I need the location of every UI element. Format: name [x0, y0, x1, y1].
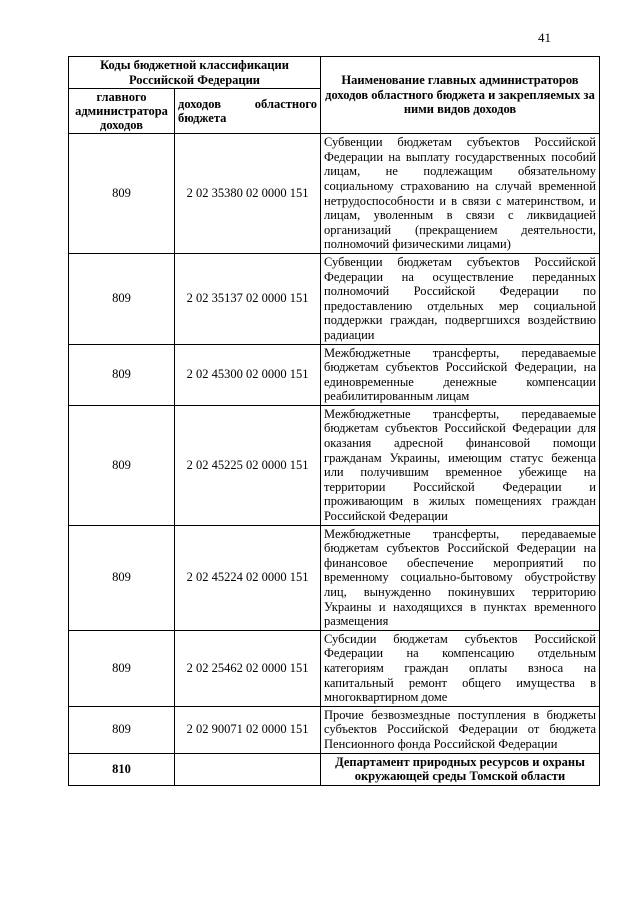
income-column-header: доходов областного бюджета: [175, 89, 321, 134]
admin-code-cell: 809: [69, 134, 175, 254]
income-name-cell: Субвенции бюджетам субъектов Российской Федерации на выплату государственных пособий лицам, не подлежащим обязательному социальному страхованию на случай временной нетрудоспособности и в связи с материнством, и лицам, уволенным в связи с ликвидацией организаций (прекращением деятельности, полномочий физическими лицами): [321, 134, 600, 254]
table-header-row: [69, 57, 600, 89]
income-code-cell: 2 02 45224 02 0000 151: [175, 525, 321, 630]
income-code-cell: 2 02 90071 02 0000 151: [175, 706, 321, 753]
income-code-cell: 2 02 35137 02 0000 151: [175, 253, 321, 344]
admin-code-cell: 809: [69, 253, 175, 344]
income-name-cell: Межбюджетные трансферты, передаваемые бюджетам субъектов Российской Федерации, на единовременные денежные компенсации реабилитированным лицам: [321, 344, 600, 405]
table-row: [69, 405, 600, 525]
income-name-cell: Межбюджетные трансферты, передаваемые бюджетам субъектов Российской Федерации на финансовое обеспечение мероприятий по временному социально-бытовому обустройству лиц, вынужденно покинувших территорию Украины и находящихся в пунктах временного размещения: [321, 525, 600, 630]
income-code-cell: 2 02 25462 02 0000 151: [175, 630, 321, 706]
income-name-cell: Межбюджетные трансферты, передаваемые бюджетам субъектов Российской Федерации для оказания адресной финансовой помощи гражданам Украины, имеющим статус беженца или получившим временное убежище на территории Российской Федерации и проживающим в жилых помещениях граждан Российской Федерации: [321, 405, 600, 525]
codes-group-header: Коды бюджетной классификации Российской Федерации: [69, 57, 321, 89]
income-name-cell: Прочие безвозмездные поступления в бюджеты субъектов Российской Федерации от бюджета Пенсионного фонда Российской Федерации: [321, 706, 600, 753]
income-name-cell: Субвенции бюджетам субъектов Российской Федерации на осуществление переданных полномочий Российской Федерации по предоставлению отдельных мер социальной поддержки граждан, подвергшихся воздействию радиации: [321, 253, 600, 344]
table-row: [69, 706, 600, 753]
admin-code-cell: 809: [69, 630, 175, 706]
admin-code-cell: 809: [69, 405, 175, 525]
department-income-code: [175, 753, 321, 785]
admin-column-header: главного администратора доходов: [69, 89, 175, 134]
table-row: [69, 525, 600, 630]
admin-code-cell: 809: [69, 706, 175, 753]
department-name: Департамент природных ресурсов и охраны окружающей среды Томской области: [321, 753, 600, 785]
income-code-cell: 2 02 45300 02 0000 151: [175, 344, 321, 405]
table-row: [69, 253, 600, 344]
budget-classification-table: [68, 56, 600, 786]
income-code-cell: 2 02 45225 02 0000 151: [175, 405, 321, 525]
admin-code-cell: 809: [69, 344, 175, 405]
name-column-header: Наименование главных администраторов доходов областного бюджета и закрепляемых за ними видов доходов: [321, 57, 600, 134]
income-name-cell: Субсидии бюджетам субъектов Российской Федерации на компенсацию отдельным категориям граждан оплаты взноса на капитальный ремонт общего имущества в многоквартирном доме: [321, 630, 600, 706]
table-row: [69, 630, 600, 706]
admin-code-cell: 809: [69, 525, 175, 630]
income-code-cell: 2 02 35380 02 0000 151: [175, 134, 321, 254]
department-admin-code: 810: [69, 753, 175, 785]
table-row: [69, 344, 600, 405]
department-row: [69, 753, 600, 785]
table-row: [69, 134, 600, 254]
page-number: 41: [538, 30, 551, 45]
